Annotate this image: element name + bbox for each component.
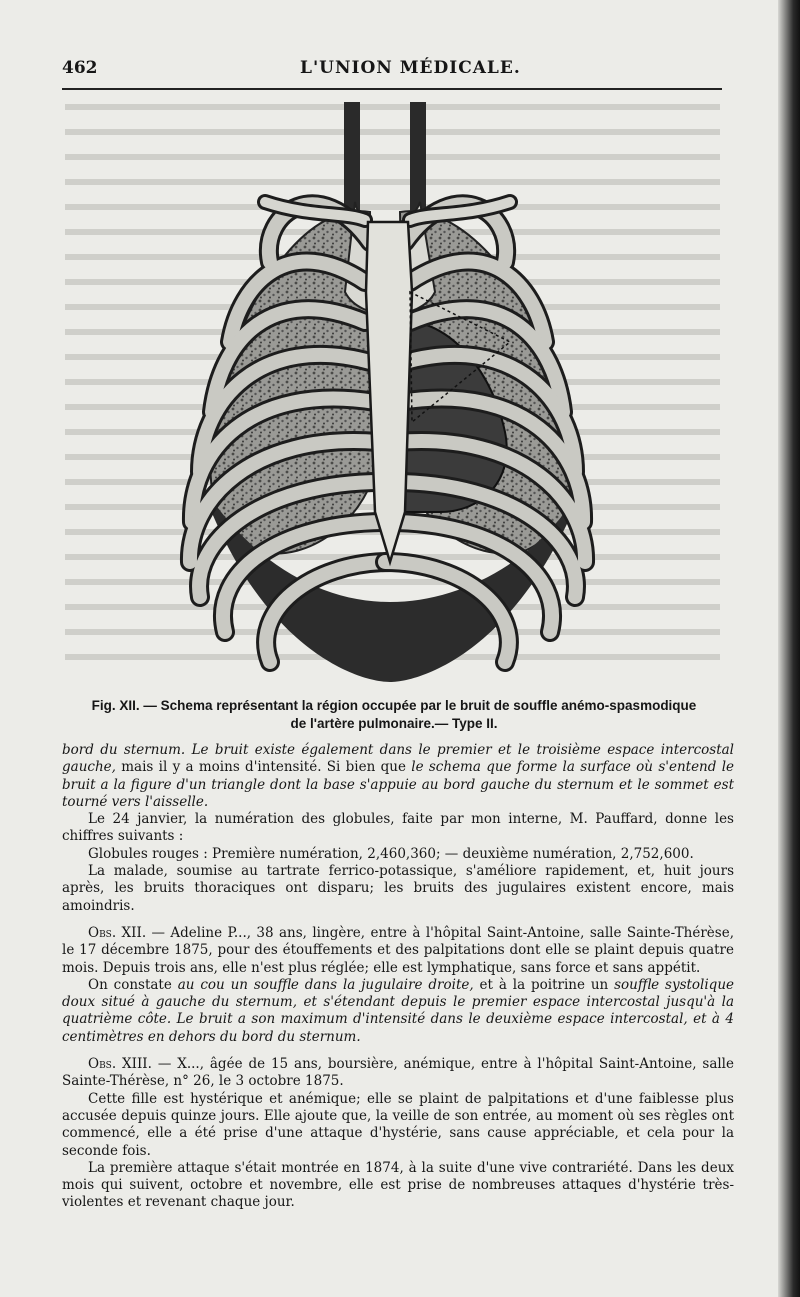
thorax-illustration: [60, 92, 725, 692]
paragraph-findings: [62, 977, 734, 1046]
paragraph-numeration: Le 24 janvier, la numération des globules, faite par mon interne, M. Pauffard, donne les chiffres suivants :: [62, 811, 734, 845]
text-roman: mais il y a moins d'intensité. Si bien que: [115, 759, 412, 776]
text-roman: et à la poitrine un: [473, 976, 615, 993]
paragraph-globules: Globules rouges : Première numération, 2,460,360; — deuxième numération, 2,752,600.: [88, 845, 694, 862]
figure-caption: [66, 697, 722, 733]
observation-label: Obs. XII.: [88, 924, 147, 941]
page-edge-shadow: [778, 0, 800, 1297]
text-roman: On constate: [88, 976, 178, 993]
paragraph-obs-13: [62, 1056, 734, 1091]
paragraph-obs-12: [62, 925, 734, 977]
caption-line-2: de l'artère pulmonaire.— Type II.: [290, 716, 498, 731]
text-roman: — X..., âgée de 15 ans, boursière, anémique, entre à l'hôpital Saint-Antoine, salle Sainte-Thérèse, n° 26, le 3 octobre 1875.: [62, 1056, 734, 1090]
header-rule: [62, 88, 722, 90]
paragraph-hysteria: Cette fille est hystérique et anémique; elle se plaint de palpitations et d'une faiblesse plus accusée depuis quinze jours. Elle ajoute que, la veille de son entrée, au moment où ses règles ont commencé, elle a été prise d'une attaque d'hystérie, sans cause appréciable, et cela pour la seconde fois.: [62, 1090, 734, 1159]
text-italic: au cou un souffle dans la jugulaire droite,: [177, 976, 474, 993]
text-italic: le schema que forme la surface où s'entend le bruit a la figure d'un triangle dont la base s'appuie au bord gauche du sternum et le sommet est tourné vers l'aisselle.: [62, 759, 735, 810]
paragraph-first-attack: La première attaque s'était montrée en 1874, à la suite d'une vive contrariété. Dans les deux mois qui suivent, octobre et novembre, elle est prise de nombreuses attaques d'hystérie très-violentes et revenant chaque jour.: [62, 1159, 734, 1211]
page-number: 462: [62, 58, 98, 78]
caption-line-1: Fig. XII. — Schema représentant la région occupée par le bruit de souffle anémo-spasmodique: [91, 698, 697, 713]
paragraph-triangle: [62, 742, 734, 811]
journal-title: L'UNION MÉDICALE.: [300, 58, 521, 78]
text-roman: — Adeline P..., 38 ans, lingère, entre à l'hôpital Saint-Antoine, salle Sainte-Thérèse, le 17 décembre 1875, pour des étouffements et des palpitations dont elle se plaint depuis quatre mois. Depuis trois ans, elle n'est plus réglée; elle est lymphatique, sans force et sans appétit.: [62, 924, 734, 976]
observation-label: Obs. XIII.: [88, 1056, 152, 1073]
article-body: [62, 742, 734, 1212]
text-italic: bord du sternum. Le bruit existe également dans le premier et le troisième espace intercostal gauche,: [62, 742, 734, 776]
page-header: [62, 58, 722, 84]
paragraph-treatment: La malade, soumise au tartrate ferrico-potassique, s'améliore rapidement, et, huit jours après, les bruits thoraciques ont disparu; les bruits des jugulaires existent encore, mais amoindris.: [62, 863, 734, 914]
text-italic: souffle systolique doux situé à gauche du sternum, et s'étendant depuis le premier espace intercostal jusqu'à la quatrième côte. Le bruit a son maximum d'intensité dans le deuxième espace intercostal, et à 4 centimètres en dehors du bord du sternum.: [62, 976, 735, 1045]
